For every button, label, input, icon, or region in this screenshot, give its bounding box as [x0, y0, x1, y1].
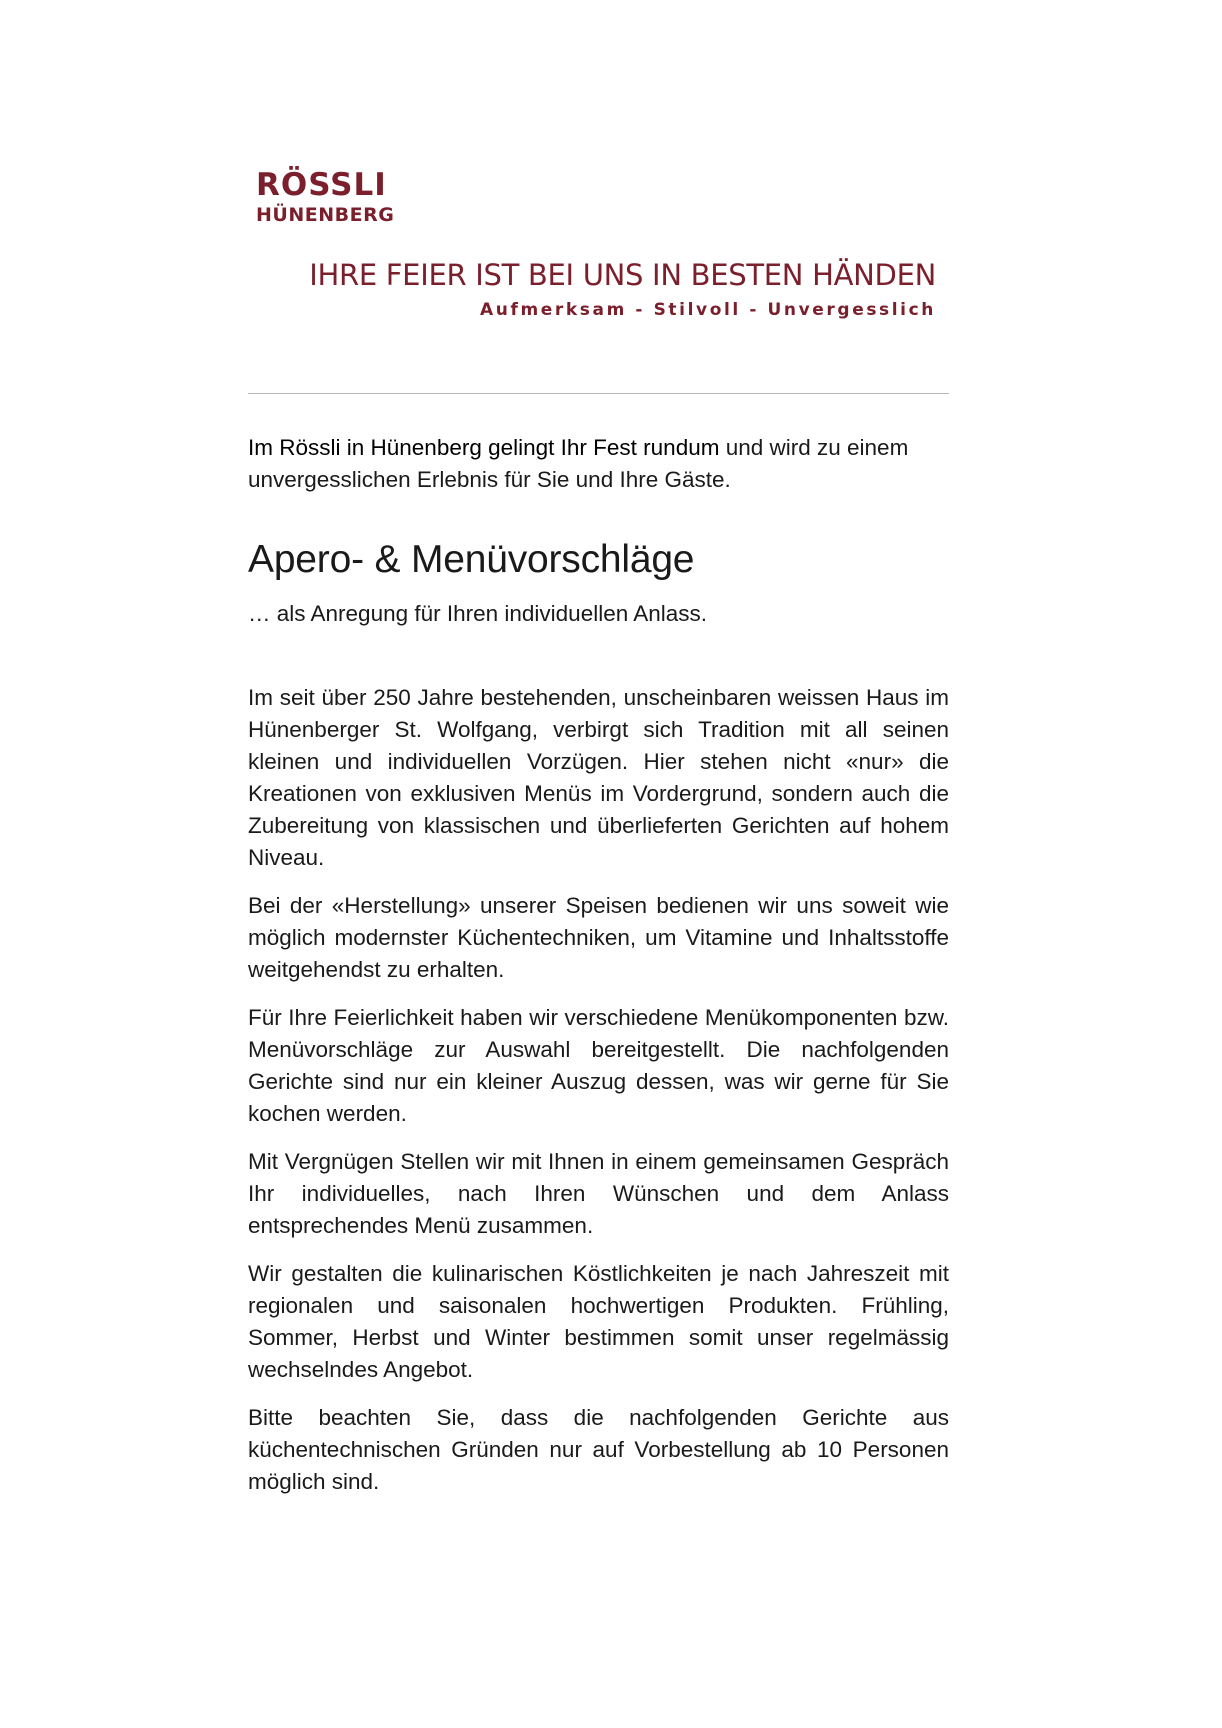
body-paragraph-6: Bitte beachten Sie, dass die nachfolgenden Gerichte aus küchentechnischen Gründen nur auf Vorbestellung ab 10 Personen möglich sind.: [248, 1405, 949, 1494]
page-headline: IHRE FEIER IST BEI UNS IN BESTEN HÄNDEN: [309, 258, 936, 292]
body-paragraph-4: Mit Vergnügen Stellen wir mit Ihnen in einem gemeinsamen Gespräch Ihr individuelles, nach Ihren Wünschen und dem Anlass entsprechendes Menü zusammen.: [248, 1149, 949, 1238]
page-tagline: Aufmerksam - Stilvoll - Unvergesslich: [480, 300, 936, 320]
intro-lead: Im Rössli in Hünenberg gelingt Ihr Fest rundum: [248, 435, 720, 460]
body-paragraphs: [248, 682, 949, 1498]
body-paragraph-2: Bei der «Herstellung» unserer Speisen bedienen wir uns soweit wie möglich modernster Küchentechniken, um Vitamine und Inhaltsstoffe weitgehendst zu erhalten.: [248, 893, 949, 982]
header-divider: [248, 393, 949, 394]
body-paragraph-1: Im seit über 250 Jahre bestehenden, unscheinbaren weissen Haus im Hünenberger St. Wolfgang, verbirgt sich Tradition mit all seinen kleinen und individuellen Vorzügen. Hier stehen nicht «nur» die Kreationen von exklusiven Menüs im Vordergrund, sondern auch die Zubereitung von klassischen und überlieferten Gerichten auf hohem Niveau.: [248, 685, 949, 870]
body-paragraph-5: Wir gestalten die kulinarischen Köstlichkeiten je nach Jahreszeit mit regionalen und saisonalen hochwertigen Produkten. Frühling, Sommer, Herbst und Winter bestimmen somit unser regelmässig wechselndes Angebot.: [248, 1261, 949, 1382]
logo-location: HÜNENBERG: [256, 204, 395, 226]
logo-name: RÖSSLI: [256, 167, 387, 203]
section-subtitle: … als Anregung für Ihren individuellen Anlass.: [248, 601, 708, 626]
document-body: [248, 432, 949, 1514]
intro-paragraph: [248, 432, 949, 496]
intro-rest: und wird zu einem unvergesslichen Erlebnis für Sie und Ihre Gäste.: [248, 435, 909, 492]
brand-logo: [256, 167, 395, 226]
section-title: Apero- & Menüvorschläge: [248, 538, 695, 581]
body-paragraph-3: Für Ihre Feierlichkeit haben wir verschiedene Menükomponenten bzw. Menüvorschläge zur Auswahl bereitgestellt. Die nachfolgenden Gerichte sind nur ein kleiner Auszug dessen, was wir gerne für Sie kochen werden.: [248, 1005, 949, 1126]
